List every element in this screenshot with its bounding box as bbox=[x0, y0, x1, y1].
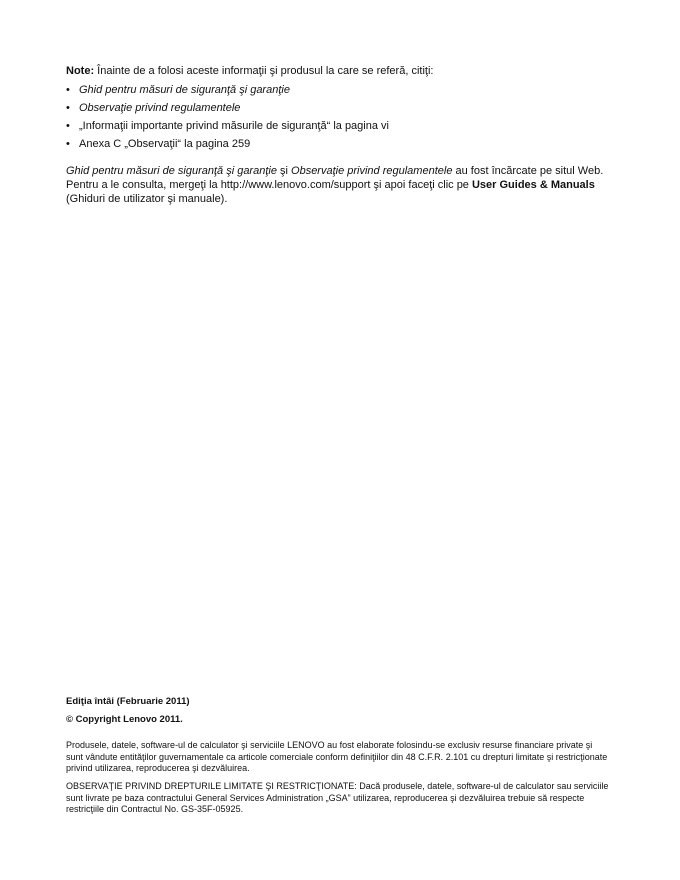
documents-paragraph bbox=[66, 164, 606, 206]
list-item bbox=[66, 137, 626, 155]
paragraph-text: au fost încărcate pe situl Web. Pentru a le consulta, mergeţi la http://www.lenovo.com/support şi apoi faceţi clic pe bbox=[66, 165, 604, 191]
list-item-text: Observaţie privind regulamentele bbox=[79, 102, 241, 114]
bullet-icon: • bbox=[66, 138, 70, 150]
note-label: Note: bbox=[66, 65, 95, 77]
user-guides-label: User Guides & Manuals bbox=[471, 179, 595, 191]
restricted-rights-notice: OBSERVAŢIE PRIVIND DREPTURILE LIMITATE ŞI RESTRICŢIONATE: Dacă produsele, datele, software-ul de calculator sau serviciile sunt livrate pe baza contractului General Services Administration „GSA” utilizarea, reproducerea şi dezvăluirea trebuie să respecte restricţiile din Contractul No. GS-35F-05925. bbox=[66, 781, 609, 814]
title-safety-guide: Ghid pentru măsuri de siguranţă şi garanţie bbox=[66, 165, 277, 177]
bullet-icon: • bbox=[66, 120, 70, 132]
reference-list bbox=[66, 83, 626, 155]
bullet-icon: • bbox=[66, 102, 70, 114]
list-item bbox=[66, 83, 626, 101]
conjunction: şi bbox=[276, 165, 292, 177]
list-item-link[interactable]: Anexa C „Observaţii“ la pagina 259 bbox=[79, 138, 251, 150]
paragraph-text-end: (Ghiduri de utilizator şi manuale). bbox=[66, 193, 228, 205]
title-regulatory-notice: Observaţie privind regulamentele bbox=[291, 165, 453, 177]
note-line bbox=[66, 64, 626, 78]
note-text: Înainte de a folosi aceste informaţii şi produsul la care se referă, citiţi: bbox=[94, 65, 434, 77]
copyright-line: © Copyright Lenovo 2011. bbox=[66, 714, 183, 725]
list-item bbox=[66, 119, 626, 137]
rights-notice: Produsele, datele, software-ul de calculator şi serviciile LENOVO au fost elaborate folosindu-se exclusiv resurse financiare private şi sunt vândute entităţilor guvernamentale ca articole comerciale conform definiţiilor din 48 C.F.R. 2.101 cu drepturi limitate şi restricţionate privind utilizarea, reproducerea şi dezvăluirea. bbox=[66, 740, 608, 773]
list-item bbox=[66, 101, 626, 119]
edition-line: Ediţia întâi (Februarie 2011) bbox=[66, 696, 190, 707]
list-item-link[interactable]: „Informaţii importante privind măsurile de siguranţă“ la pagina vi bbox=[79, 120, 389, 132]
bullet-icon: • bbox=[66, 84, 70, 96]
list-item-text: Ghid pentru măsuri de siguranţă şi garanţie bbox=[79, 84, 290, 96]
